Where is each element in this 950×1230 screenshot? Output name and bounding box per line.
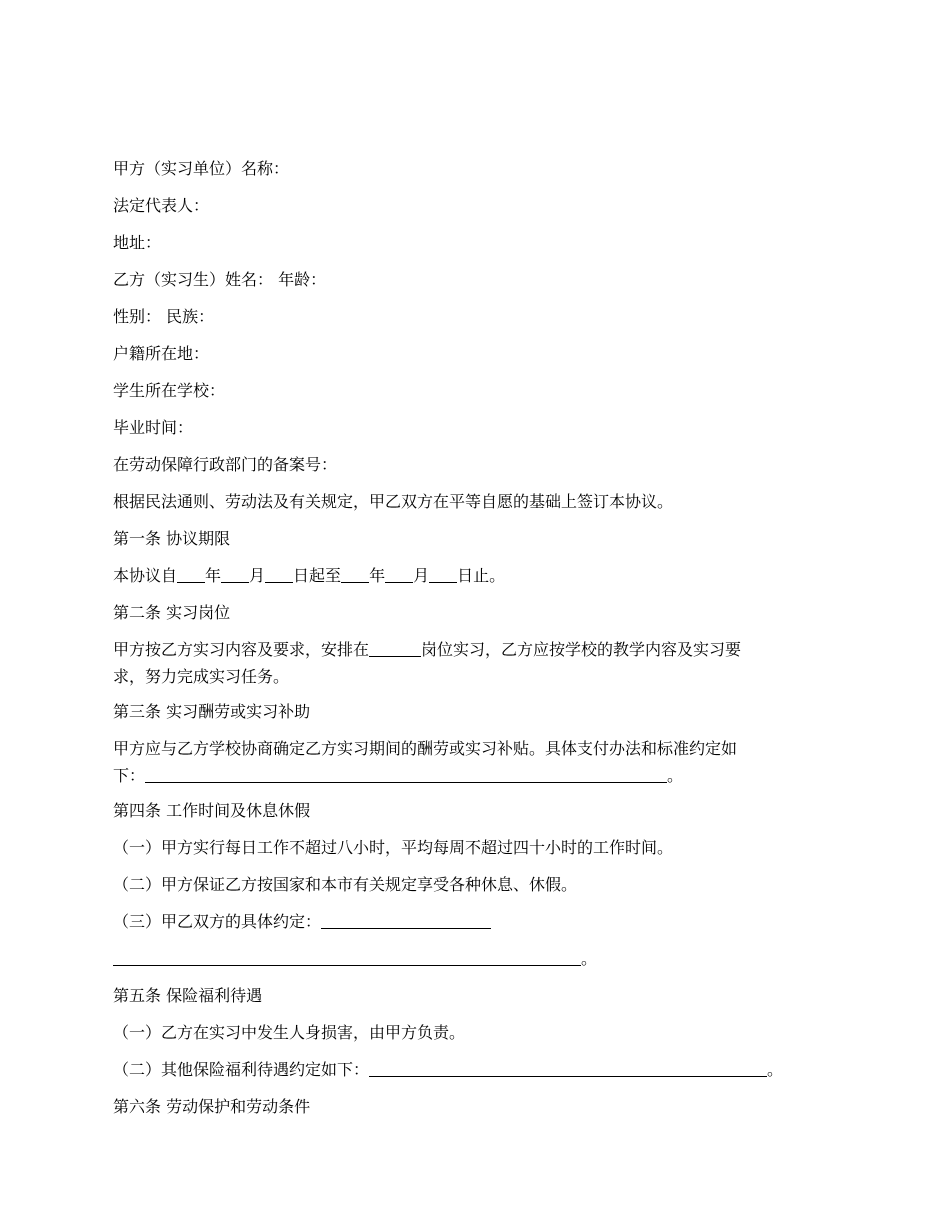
filing-label: 在劳动保障行政部门的备案号： (113, 455, 338, 474)
agreement-blank (321, 912, 491, 929)
end-month-blank (385, 566, 413, 583)
article6-title: 第六条 劳动保护和劳动条件 (113, 1097, 311, 1116)
article2-text-a: 甲方按乙方实习内容及要求，安排在 (113, 640, 370, 659)
article1-term (113, 562, 841, 589)
article3-text-b: 下： (113, 766, 146, 785)
preamble: 根据民法通则、劳动法及有关规定，甲乙双方在平等自愿的基础上签订本协议。 (113, 492, 674, 511)
end-year-blank (341, 566, 369, 583)
article2-body (113, 636, 841, 690)
article4-title: 第四条 工作时间及休息休假 (113, 801, 311, 820)
article3-text-a: 甲方应与乙方学校协商确定乙方实习期间的酬劳或实习补贴。具体支付办法和标准约定如 (113, 739, 738, 758)
start-month-blank (221, 566, 249, 583)
article4-item3 (113, 908, 841, 935)
article4-item3-end: 。 (581, 949, 598, 968)
address-label: 地址： (113, 233, 162, 252)
legal-rep-label: 法定代表人： (113, 196, 210, 215)
article4-item1: （一）甲方实行每日工作不超过八小时，平均每周不超过四十小时的工作时间。 (113, 838, 674, 857)
start-year-blank (177, 566, 205, 583)
ethnicity-label: 民族： (166, 307, 215, 326)
payment-blank (145, 766, 667, 783)
article2-text-c: 求，努力完成实习任务。 (113, 667, 290, 686)
party-a-name-label: 甲方（实习单位）名称： (113, 159, 290, 178)
party-b-name-label: 乙方（实习生）姓名： (113, 270, 274, 289)
agreement-document (113, 155, 841, 1130)
start-day-blank (265, 566, 293, 583)
end-day-blank (429, 566, 457, 583)
party-b-row (113, 266, 841, 293)
article5-item2 (113, 1056, 841, 1083)
article3-body (113, 735, 841, 789)
article5-item2-text: （二）其他保险福利待遇约定如下： (113, 1060, 370, 1079)
year-text: 年 (205, 566, 222, 585)
gender-row (113, 303, 841, 330)
gender-label: 性别： (113, 307, 162, 326)
school-label: 学生所在学校： (113, 381, 226, 400)
article2-text-b: 岗位实习，乙方应按学校的教学内容及实习要 (421, 640, 742, 659)
graduation-label: 毕业时间： (113, 418, 194, 437)
article5-item2-end: 。 (767, 1060, 784, 1079)
month-text: 月 (249, 566, 266, 585)
article4-item3-cont (113, 945, 841, 972)
term-text-start: 本协议自 (113, 566, 178, 585)
household-label: 户籍所在地： (113, 344, 210, 363)
month-text: 月 (413, 566, 430, 585)
article5-title: 第五条 保险福利待遇 (113, 986, 263, 1005)
age-label: 年龄： (278, 270, 327, 289)
position-blank (369, 640, 421, 657)
article5-item1: （一）乙方在实习中发生人身损害，由甲方负责。 (113, 1023, 466, 1042)
insurance-blank (369, 1060, 767, 1077)
article4-item3-text: （三）甲乙双方的具体约定： (113, 912, 322, 931)
article3-text-end: 。 (667, 766, 684, 785)
agreement-blank-2 (113, 949, 581, 966)
year-text: 年 (369, 566, 386, 585)
article2-title: 第二条 实习岗位 (113, 603, 231, 622)
article1-title: 第一条 协议期限 (113, 529, 231, 548)
from-text: 日起至 (293, 566, 342, 585)
article4-item2: （二）甲方保证乙方按国家和本市有关规定享受各种休息、休假。 (113, 875, 578, 894)
to-text: 日止。 (457, 566, 506, 585)
article3-title: 第三条 实习酬劳或实习补助 (113, 702, 311, 721)
